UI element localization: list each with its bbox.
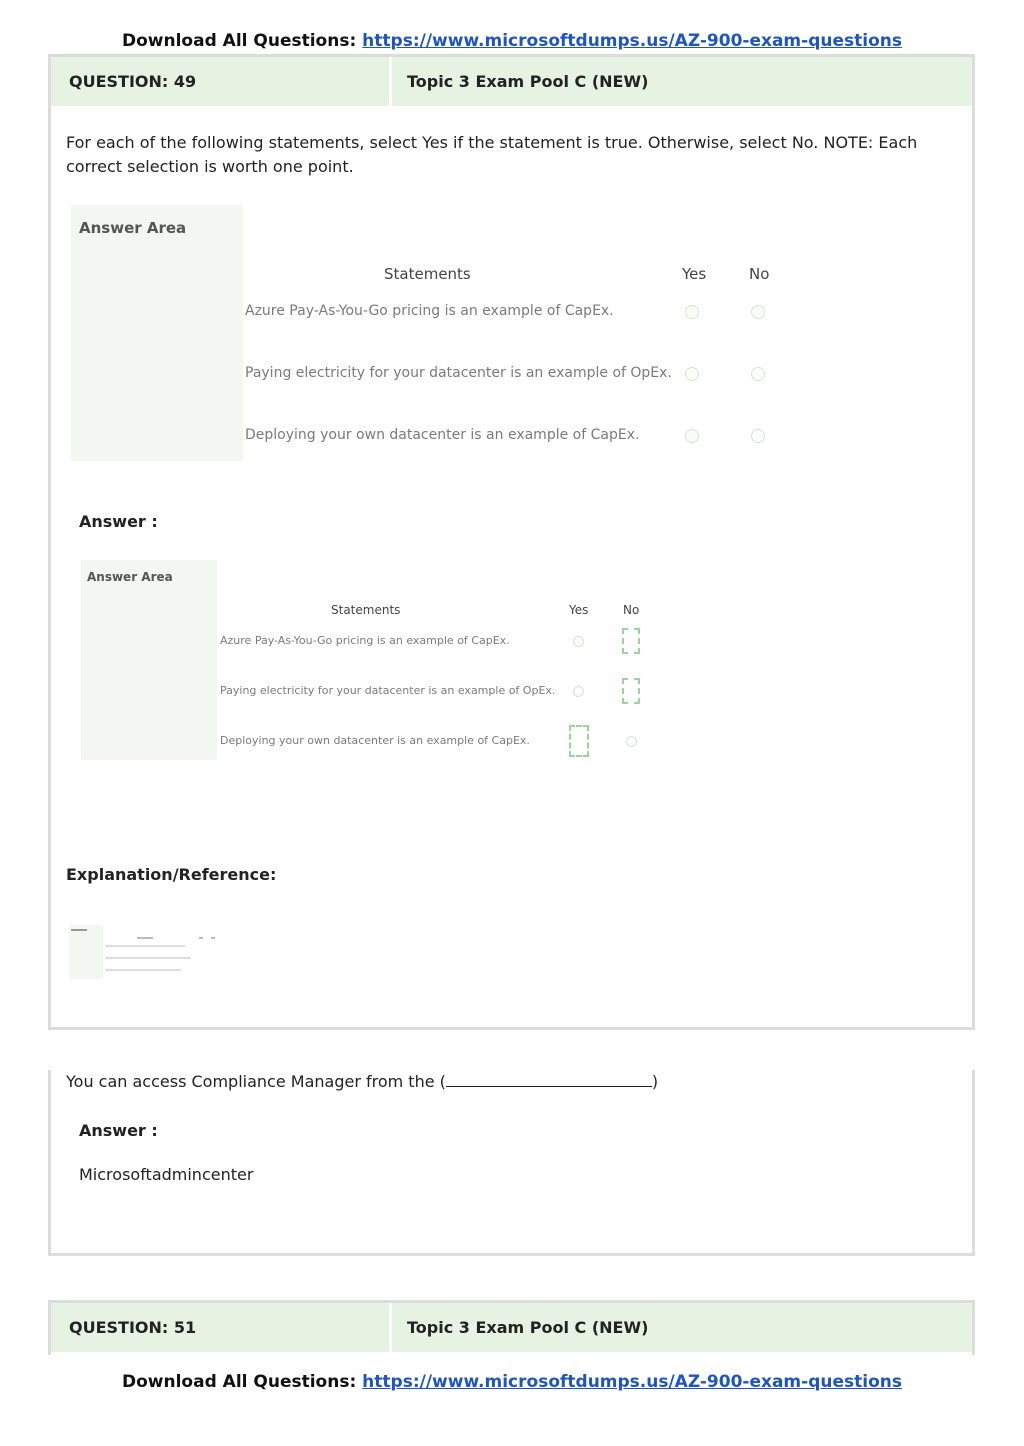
question-number-51: QUESTION: 51 — [51, 1303, 392, 1352]
answer-yes-radio-1 — [573, 636, 584, 647]
question-text: For each of the following statements, select Yes if the statement is true. Otherwise, select No. NOTE: Each correct selection is worth one point. — [66, 133, 918, 176]
answer-text-50: Microsoftadmincenter — [79, 1165, 254, 1184]
download-label-bottom: Download All Questions: — [122, 1372, 357, 1392]
answer-no-radio-3 — [626, 736, 637, 747]
question-header-51 — [51, 1303, 972, 1352]
yes-radio-2[interactable] — [685, 367, 699, 381]
answer-image-sidebar — [81, 560, 217, 760]
answer-label-50: Answer : — [79, 1121, 158, 1140]
answer-label: Answer : — [79, 512, 158, 531]
no-radio-2[interactable] — [751, 367, 765, 381]
answer-area-sidebar — [71, 205, 243, 461]
statement-2: Paying electricity for your datacenter is an example of OpEx. — [245, 365, 672, 381]
statement-3: Deploying your own datacenter is an example of CapEx. — [245, 427, 640, 443]
answer-yes-selected-3 — [569, 725, 589, 757]
explanation-thumbnail — [69, 925, 221, 979]
download-label: Download All Questions: — [122, 31, 357, 51]
yes-radio-1[interactable] — [685, 305, 699, 319]
answer-area-title: Answer Area — [79, 219, 187, 237]
answer-statement-2: Paying electricity for your datacenter is an example of OpEx. — [220, 684, 556, 697]
answer-image-title: Answer Area — [87, 570, 173, 584]
answer-yes-header: Yes — [569, 603, 589, 617]
download-link[interactable]: https://www.microsoftdumps.us/AZ-900-exam-questions — [362, 31, 902, 51]
fill-in-prefix: You can access Compliance Manager from the ( — [66, 1072, 446, 1091]
download-bar-top — [0, 31, 1024, 51]
answer-no-header: No — [623, 603, 640, 617]
answer-yes-radio-2 — [573, 686, 584, 697]
answer-statements-header: Statements — [331, 603, 401, 617]
question-card-51 — [48, 1300, 975, 1355]
no-radio-1[interactable] — [751, 305, 765, 319]
question-card-49 — [48, 54, 975, 1030]
download-bar-bottom — [0, 1372, 1024, 1392]
answer-no-selected-2 — [622, 678, 640, 704]
answer-statement-1: Azure Pay-As-You-Go pricing is an example of CapEx. — [220, 634, 510, 647]
no-header: No — [749, 265, 770, 283]
statement-1: Azure Pay-As-You-Go pricing is an example of CapEx. — [245, 303, 614, 319]
question-header — [51, 57, 972, 106]
question-number: QUESTION: 49 — [51, 57, 392, 106]
no-radio-3[interactable] — [751, 429, 765, 443]
answer-statement-3: Deploying your own datacenter is an example of CapEx. — [220, 734, 530, 747]
question-topic: Topic 3 Exam Pool C (NEW) — [407, 72, 649, 91]
yes-header: Yes — [682, 265, 707, 283]
fill-in-blank[interactable] — [446, 1072, 652, 1087]
fill-in-question — [66, 1072, 658, 1091]
question-card-50 — [48, 1070, 975, 1256]
explanation-label: Explanation/Reference: — [66, 865, 277, 884]
answer-image — [81, 560, 661, 760]
answer-area-image — [71, 205, 791, 461]
statements-header: Statements — [384, 265, 471, 283]
yes-radio-3[interactable] — [685, 429, 699, 443]
question-topic-51: Topic 3 Exam Pool C (NEW) — [407, 1318, 649, 1337]
fill-in-suffix: ) — [651, 1072, 659, 1091]
answer-no-selected-1 — [622, 628, 640, 654]
download-link-bottom[interactable]: https://www.microsoftdumps.us/AZ-900-exam-questions — [362, 1372, 902, 1392]
